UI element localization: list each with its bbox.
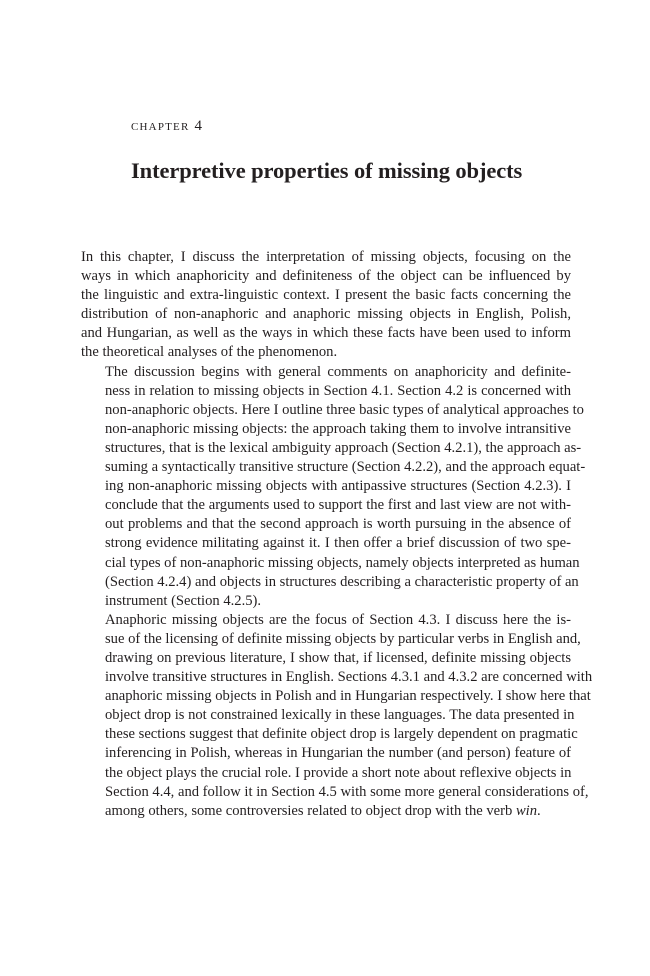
paragraph-overview (81, 363, 586, 611)
final-line-text: among others, some controversies related to object drop with the verb (105, 802, 516, 819)
chapter-label: chapter 4 (131, 118, 204, 134)
text-line-final (81, 802, 571, 821)
text-line: ways in which anaphoricity and definiteness of the object can be influenced by (81, 268, 571, 285)
text-line: and Hungarian, as well as the ways in which these facts have been used to inform (81, 325, 571, 342)
chapter-title: Interpretive properties of missing objects (131, 158, 523, 183)
text-line: structures, that is the lexical ambiguity approach (Section 4.2.1), the approach as- (105, 439, 582, 456)
text-line: the theoretical analyses of the phenomenon. (81, 344, 338, 361)
text-line: In this chapter, I discuss the interpretation of missing objects, focusing on the (81, 249, 571, 265)
emphasized-verb: win (515, 802, 538, 819)
paragraph-intro (81, 248, 571, 363)
text-line: Anaphoric missing objects are the focus of Section 4.3. I discuss here the is- (105, 611, 571, 628)
text-line: involve transitive structures in English. Sections 4.3.1 and 4.3.2 are concerned with (105, 669, 593, 686)
text-line: object drop is not constrained lexically in these languages. The data presented in (105, 707, 575, 724)
text-line: the object plays the crucial role. I provide a short note about reflexive objects in (105, 764, 572, 781)
text-line: Section 4.4, and follow it in Section 4.5 with some more general considerations of, (105, 783, 589, 800)
text-line: drawing on previous literature, I show that, if licensed, definite missing objects (105, 649, 571, 666)
text-line: (Section 4.2.4) and objects in structures describing a characteristic property of an (105, 573, 579, 590)
text-line: ing non-anaphoric missing objects with antipassive structures (Section 4.2.3). I (105, 478, 571, 495)
text-line: out problems and that the second approach is worth pursuing in the absence of (105, 516, 571, 533)
text-line: instrument (Section 4.2.5). (105, 592, 262, 609)
text-line: conclude that the arguments used to support the first and last view are not with- (105, 497, 571, 514)
text-line: distribution of non-anaphoric and anaphoric missing objects in English, Polish, (81, 306, 571, 323)
text-line: anaphoric missing objects in Polish and in Hungarian respectively. I show here that (105, 688, 591, 705)
text-line: strong evidence militating against it. I then offer a brief discussion of two spe- (105, 535, 571, 552)
text-line: cial types of non-anaphoric missing objects, namely objects interpreted as human (105, 554, 580, 571)
text-line: non-anaphoric missing objects: the approach taking them to involve intransitive (105, 420, 571, 437)
text-line: suming a syntactically transitive structure (Section 4.2.2), and the approach equat- (105, 459, 586, 476)
text-line: these sections suggest that definite object drop is largely dependent on pragmatic (105, 726, 578, 743)
text-line: ness in relation to missing objects in Section 4.1. Section 4.2 is concerned with (105, 382, 571, 399)
text-line: The discussion begins with general comments on anaphoricity and definite- (105, 363, 571, 380)
final-line-punctuation: . (537, 802, 541, 819)
text-line: the linguistic and extra-linguistic context. I present the basic facts concerning the (81, 287, 571, 304)
text-line: inferencing in Polish, whereas in Hungarian the number (and person) feature of (105, 745, 571, 762)
chapter-body (81, 248, 593, 821)
text-line: non-anaphoric objects. Here I outline three basic types of analytical approaches to (105, 401, 584, 418)
paragraph-anaphoric (81, 611, 593, 821)
text-line: sue of the licensing of definite missing objects by particular verbs in English and, (105, 630, 581, 647)
